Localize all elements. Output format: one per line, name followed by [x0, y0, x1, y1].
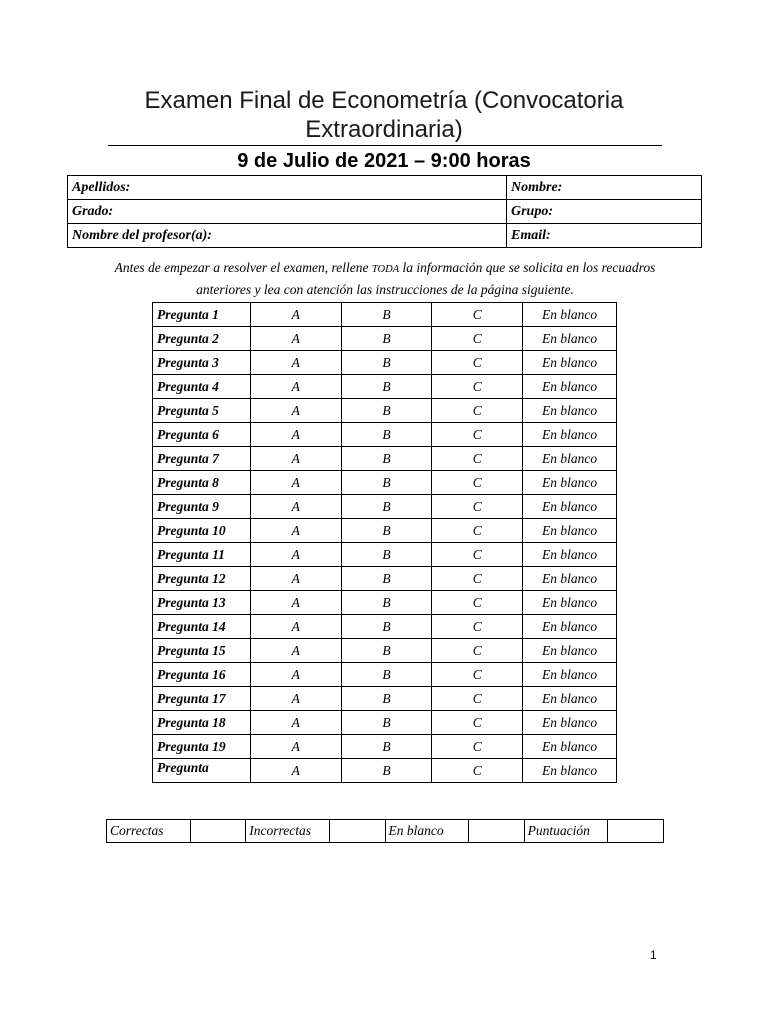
answer-row	[153, 687, 617, 711]
option-a[interactable]: A	[250, 303, 341, 327]
option-c[interactable]: C	[432, 303, 523, 327]
question-label: Pregunta 9	[153, 495, 251, 519]
option-b[interactable]: B	[341, 567, 432, 591]
option-c[interactable]: C	[432, 423, 523, 447]
option-b[interactable]: B	[341, 591, 432, 615]
option-blank[interactable]: En blanco	[523, 447, 617, 471]
instructions-text	[100, 258, 670, 300]
answer-row	[153, 327, 617, 351]
question-label: Pregunta 18	[153, 711, 251, 735]
option-a[interactable]: A	[250, 375, 341, 399]
exam-date: 9 de Julio de 2021 – 9:00 horas	[237, 150, 531, 172]
degree-field[interactable]: Grado:	[68, 200, 507, 224]
option-blank[interactable]: En blanco	[523, 591, 617, 615]
question-label: Pregunta 2	[153, 327, 251, 351]
option-c[interactable]: C	[432, 639, 523, 663]
answer-row	[153, 303, 617, 327]
option-b[interactable]: B	[341, 495, 432, 519]
blank-box[interactable]	[469, 820, 525, 843]
option-a[interactable]: A	[250, 687, 341, 711]
option-blank[interactable]: En blanco	[523, 327, 617, 351]
option-a[interactable]: A	[250, 543, 341, 567]
option-a[interactable]: A	[250, 447, 341, 471]
score-box[interactable]	[608, 820, 664, 843]
answer-row	[153, 495, 617, 519]
option-c[interactable]: C	[432, 687, 523, 711]
option-a[interactable]: A	[250, 423, 341, 447]
option-a[interactable]: A	[250, 663, 341, 687]
exam-title: Examen Final de Econometría (Convocatoria Extraordinaria)	[144, 87, 624, 143]
answer-row	[153, 663, 617, 687]
option-a[interactable]: A	[250, 711, 341, 735]
incorrect-label: Incorrectas	[246, 820, 330, 843]
option-c[interactable]: C	[432, 591, 523, 615]
option-b[interactable]: B	[341, 519, 432, 543]
answer-row	[153, 711, 617, 735]
option-a[interactable]: A	[250, 519, 341, 543]
question-label: Pregunta 7	[153, 447, 251, 471]
correct-label: Correctas	[107, 820, 191, 843]
question-label: Pregunta 15	[153, 639, 251, 663]
option-c[interactable]: C	[432, 447, 523, 471]
option-a[interactable]: A	[250, 591, 341, 615]
option-b[interactable]: B	[341, 447, 432, 471]
option-a[interactable]: A	[250, 639, 341, 663]
option-b[interactable]: B	[341, 615, 432, 639]
option-blank[interactable]: En blanco	[523, 543, 617, 567]
option-blank[interactable]: En blanco	[523, 615, 617, 639]
option-b[interactable]: B	[341, 735, 432, 759]
professor-field[interactable]: Nombre del profesor(a):	[68, 224, 507, 248]
option-b[interactable]: B	[341, 399, 432, 423]
option-a[interactable]: A	[250, 495, 341, 519]
option-blank[interactable]: En blanco	[523, 423, 617, 447]
option-c[interactable]: C	[432, 735, 523, 759]
question-label: Pregunta 10	[153, 519, 251, 543]
option-a[interactable]: A	[250, 471, 341, 495]
answer-row	[153, 447, 617, 471]
option-c[interactable]: C	[432, 711, 523, 735]
option-b[interactable]: B	[341, 543, 432, 567]
incorrect-box[interactable]	[330, 820, 386, 843]
answer-row	[153, 375, 617, 399]
option-a[interactable]: A	[250, 735, 341, 759]
option-c[interactable]: C	[432, 543, 523, 567]
option-blank[interactable]: En blanco	[523, 495, 617, 519]
option-b[interactable]: B	[341, 639, 432, 663]
option-b[interactable]: B	[341, 327, 432, 351]
option-c[interactable]: C	[432, 495, 523, 519]
question-label: Pregunta	[153, 759, 251, 783]
option-b[interactable]: B	[341, 471, 432, 495]
option-a[interactable]: A	[250, 615, 341, 639]
option-c[interactable]: C	[432, 663, 523, 687]
option-b[interactable]: B	[341, 351, 432, 375]
option-blank[interactable]: En blanco	[523, 399, 617, 423]
option-blank[interactable]: En blanco	[523, 639, 617, 663]
answer-row	[153, 735, 617, 759]
answer-row	[153, 759, 617, 783]
question-label: Pregunta 11	[153, 543, 251, 567]
option-blank[interactable]: En blanco	[523, 519, 617, 543]
option-c[interactable]: C	[432, 375, 523, 399]
option-blank[interactable]: En blanco	[523, 303, 617, 327]
option-blank[interactable]: En blanco	[523, 351, 617, 375]
instructions-before: Antes de empezar a resolver el examen, rellene	[114, 260, 372, 275]
blank-label: En blanco	[385, 820, 469, 843]
answer-row	[153, 639, 617, 663]
option-blank[interactable]: En blanco	[523, 663, 617, 687]
name-field[interactable]: Nombre:	[507, 176, 702, 200]
answer-row	[153, 615, 617, 639]
question-label: Pregunta 8	[153, 471, 251, 495]
option-b[interactable]: B	[341, 687, 432, 711]
answer-row	[153, 471, 617, 495]
option-b[interactable]: B	[341, 759, 432, 783]
option-blank[interactable]: En blanco	[523, 711, 617, 735]
question-label: Pregunta 13	[153, 591, 251, 615]
option-b[interactable]: B	[341, 375, 432, 399]
correct-box[interactable]	[190, 820, 246, 843]
question-label: Pregunta 14	[153, 615, 251, 639]
option-a[interactable]: A	[250, 759, 341, 783]
question-label: Pregunta 16	[153, 663, 251, 687]
instructions-emphasis: TODA	[371, 264, 400, 275]
email-field[interactable]: Email:	[507, 224, 702, 248]
option-blank[interactable]: En blanco	[523, 735, 617, 759]
surname-field[interactable]: Apellidos:	[68, 176, 507, 200]
question-label: Pregunta 1	[153, 303, 251, 327]
option-blank[interactable]: En blanco	[523, 687, 617, 711]
option-c[interactable]: C	[432, 615, 523, 639]
option-c[interactable]: C	[432, 327, 523, 351]
question-label: Pregunta 12	[153, 567, 251, 591]
answer-row	[153, 591, 617, 615]
group-field[interactable]: Grupo:	[507, 200, 702, 224]
question-label: Pregunta 4	[153, 375, 251, 399]
score-table	[106, 819, 664, 843]
answer-row	[153, 519, 617, 543]
student-info-table	[67, 175, 702, 248]
option-c[interactable]: C	[432, 567, 523, 591]
option-blank[interactable]: En blanco	[523, 471, 617, 495]
option-b[interactable]: B	[341, 303, 432, 327]
score-label: Puntuación	[524, 820, 608, 843]
option-c[interactable]: C	[432, 759, 523, 783]
option-c[interactable]: C	[432, 519, 523, 543]
option-c[interactable]: C	[432, 471, 523, 495]
option-c[interactable]: C	[432, 399, 523, 423]
option-a[interactable]: A	[250, 327, 341, 351]
instructions-after: la información que se solicita en los recuadros anteriores y lea con atención las instrucciones de la página siguiente.	[196, 260, 656, 297]
option-b[interactable]: B	[341, 663, 432, 687]
question-label: Pregunta 3	[153, 351, 251, 375]
answer-grid	[152, 302, 617, 783]
answer-row	[153, 423, 617, 447]
option-b[interactable]: B	[341, 711, 432, 735]
option-b[interactable]: B	[341, 423, 432, 447]
question-label: Pregunta 5	[153, 399, 251, 423]
option-blank[interactable]: En blanco	[523, 375, 617, 399]
answer-row	[153, 399, 617, 423]
title-divider	[108, 145, 662, 146]
answer-row	[153, 543, 617, 567]
answer-row	[153, 351, 617, 375]
answer-row	[153, 567, 617, 591]
option-a[interactable]: A	[250, 567, 341, 591]
page-number: 1	[650, 948, 657, 962]
question-label: Pregunta 19	[153, 735, 251, 759]
option-a[interactable]: A	[250, 351, 341, 375]
question-label: Pregunta 6	[153, 423, 251, 447]
option-blank[interactable]: En blanco	[523, 759, 617, 783]
question-label: Pregunta 17	[153, 687, 251, 711]
option-a[interactable]: A	[250, 399, 341, 423]
option-blank[interactable]: En blanco	[523, 567, 617, 591]
option-c[interactable]: C	[432, 351, 523, 375]
